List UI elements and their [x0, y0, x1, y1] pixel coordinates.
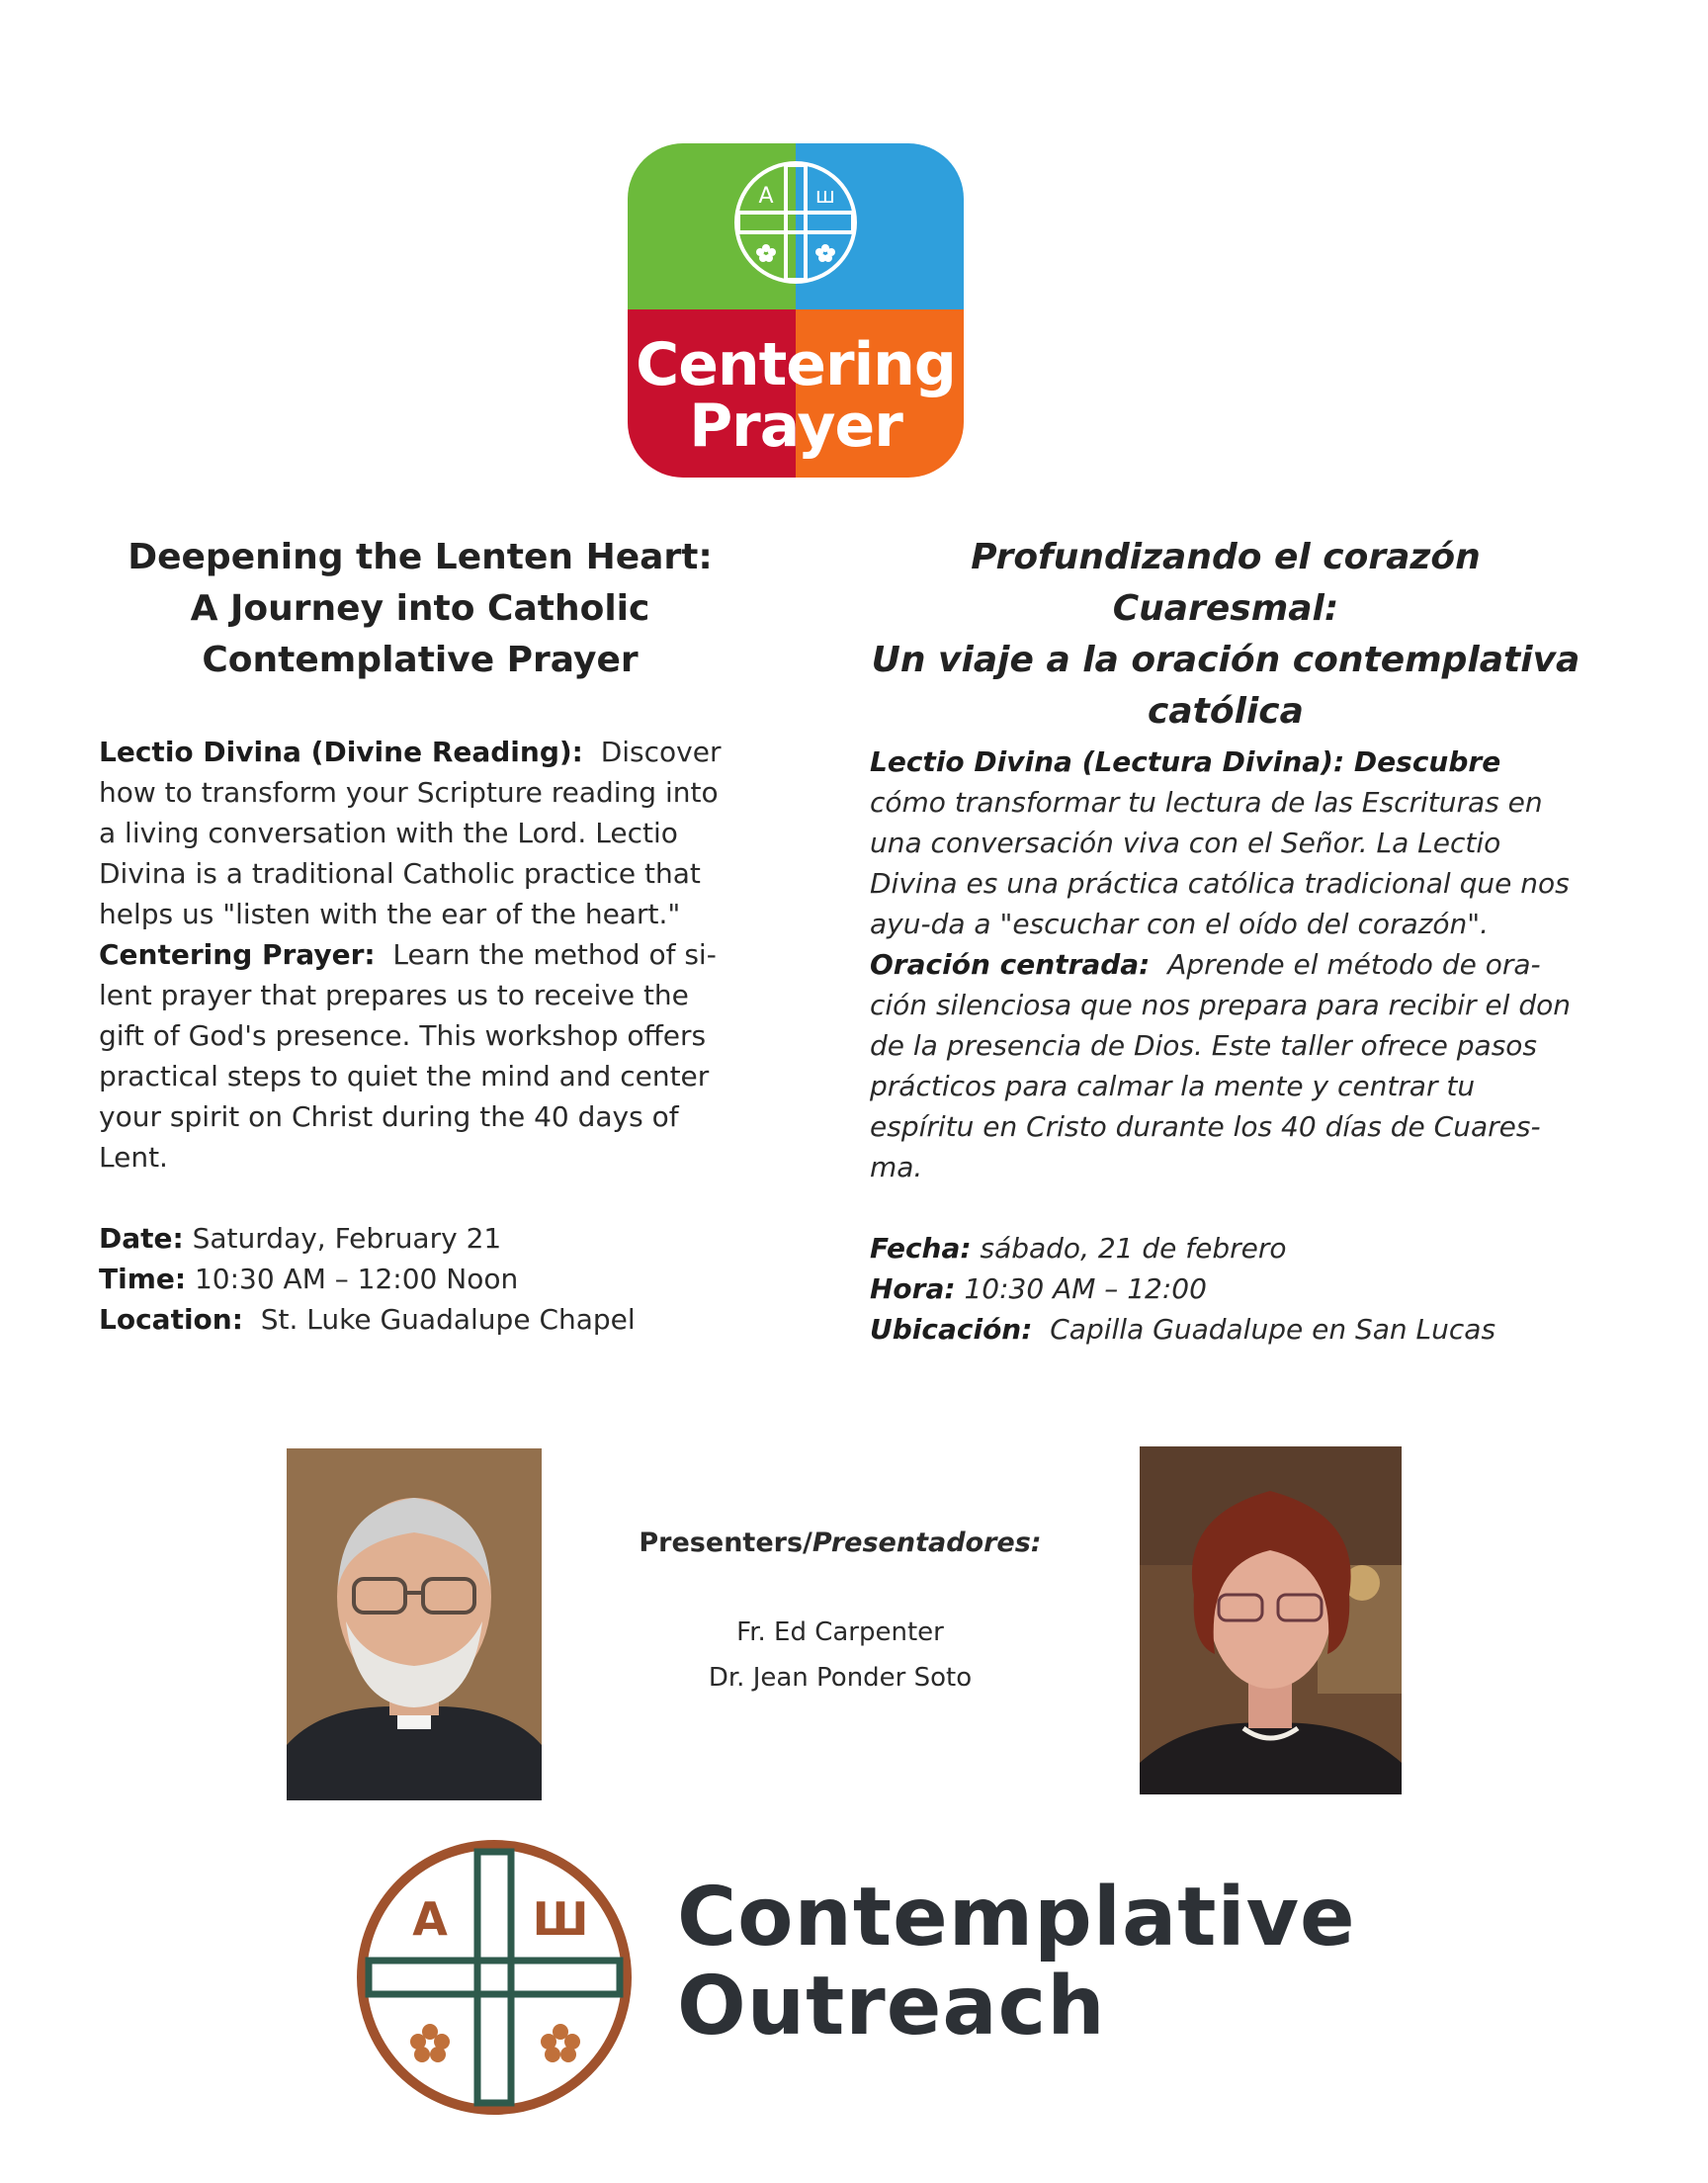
spanish-lectio-label: Lectio Divina (Lectura Divina): Descubre — [870, 745, 1501, 778]
spanish-event-details — [870, 1228, 1581, 1350]
spanish-location — [870, 1309, 1581, 1350]
english-time — [99, 1259, 741, 1299]
spanish-title-line: Cuaresmal: — [1112, 588, 1339, 629]
footer-logo-alpha: A — [412, 1892, 448, 1946]
date-label: Fecha: — [870, 1232, 972, 1265]
spanish-title — [870, 532, 1581, 738]
footer-logo-omega: Ш — [532, 1892, 589, 1946]
location-value: Capilla Guadalupe en San Lucas — [1050, 1313, 1496, 1346]
spanish-centering-paragraph — [870, 944, 1581, 1187]
english-column — [99, 532, 741, 1340]
spanish-body — [870, 742, 1581, 1350]
date-value: sábado, 21 de febrero — [980, 1232, 1287, 1265]
wordmark-line: Outreach — [677, 1960, 1106, 2053]
spanish-centering-text: Aprende el método de ora-ción silenciosa que nos prepara para recibir el don de la presencia de Dios. Este taller ofrece pasos prácticos para calmar la mente y centrar tu espíritu en Cristo durante los 40 días de Cuares-ma. — [870, 948, 1571, 1183]
date-label: Date: — [99, 1222, 184, 1255]
presenter-name: Dr. Jean Ponder Soto — [708, 1663, 973, 1693]
english-event-details — [99, 1218, 741, 1340]
english-centering-paragraph — [99, 934, 741, 1178]
presenter-names — [633, 1610, 1048, 1701]
english-lectio-paragraph — [99, 732, 741, 934]
logo-omega: ш — [814, 184, 836, 209]
spanish-lectio-text: cómo transformar tu lectura de las Escrituras en una conversación viva con el Señor. La Lectio Divina es una práctica católica tradicional que nos ayu-da a "escuchar con el oído del corazón". — [870, 786, 1570, 940]
spanish-lectio-paragraph — [870, 742, 1581, 944]
presenters-heading-en: Presenters/ — [639, 1528, 812, 1558]
time-value: 10:30 AM – 12:00 Noon — [194, 1263, 519, 1295]
time-label: Time: — [99, 1263, 187, 1295]
english-centering-label: Centering Prayer: — [99, 938, 376, 971]
presenters-heading-es: Presentadores: — [811, 1528, 1042, 1558]
english-title-line: Contemplative Prayer — [202, 640, 639, 680]
spanish-centering-label: Oración centrada: — [870, 948, 1151, 981]
portrait-woman-icon — [1140, 1446, 1402, 1794]
time-value: 10:30 AM – 12:00 — [964, 1272, 1207, 1305]
wordmark-line: Contemplative — [677, 1871, 1356, 1965]
presenter-name: Fr. Ed Carpenter — [736, 1617, 944, 1647]
contemplative-outreach-wordmark — [677, 1871, 1356, 2053]
contemplative-outreach-emblem-icon — [351, 1834, 638, 2121]
presenter-photo-carpenter — [287, 1448, 542, 1800]
location-label: Location: — [99, 1303, 243, 1336]
english-title-line: A Journey into Catholic — [190, 588, 650, 629]
logo-alpha: A — [758, 184, 774, 209]
logo-text-centering: Centering — [636, 330, 956, 399]
english-location — [99, 1299, 741, 1340]
spanish-title-line: Profundizando el corazón — [971, 537, 1481, 577]
spanish-time — [870, 1268, 1581, 1309]
english-title — [99, 532, 741, 686]
spanish-title-line: Un viaje a la oración contemplativa — [871, 640, 1580, 680]
presenters-block — [633, 1528, 1048, 1701]
english-body — [99, 732, 741, 1340]
spanish-title-line: católica — [1148, 691, 1304, 732]
centering-prayer-logo — [628, 143, 964, 478]
portrait-man-icon — [287, 1448, 542, 1800]
location-label: Ubicación: — [870, 1313, 1033, 1346]
english-lectio-text: Discover how to transform your Scripture reading into a living conversation with the Lord. Lectio Divina is a traditional Catholic practice that helps us "listen with the ear of the heart." — [99, 736, 722, 930]
english-centering-text: Learn the method of si-lent prayer that prepares us to receive the gift of God's presence. This workshop offers practical steps to quiet the mind and center your spirit on Christ during the 40 days of Lent. — [99, 938, 717, 1174]
date-value: Saturday, February 21 — [192, 1222, 502, 1255]
footer-flower-icon — [410, 2024, 580, 2062]
english-title-line: Deepening the Lenten Heart: — [128, 537, 713, 577]
presenter-photo-soto — [1140, 1446, 1402, 1794]
spanish-date — [870, 1228, 1581, 1268]
location-value: St. Luke Guadalupe Chapel — [260, 1303, 636, 1336]
english-lectio-label: Lectio Divina (Divine Reading): — [99, 736, 583, 768]
presenters-heading — [633, 1528, 1048, 1558]
logo-text-prayer: Prayer — [689, 392, 902, 461]
time-label: Hora: — [870, 1272, 956, 1305]
english-date — [99, 1218, 741, 1259]
flower-icon — [756, 244, 835, 262]
spanish-column — [870, 532, 1581, 1350]
cross-emblem-icon — [730, 157, 861, 288]
